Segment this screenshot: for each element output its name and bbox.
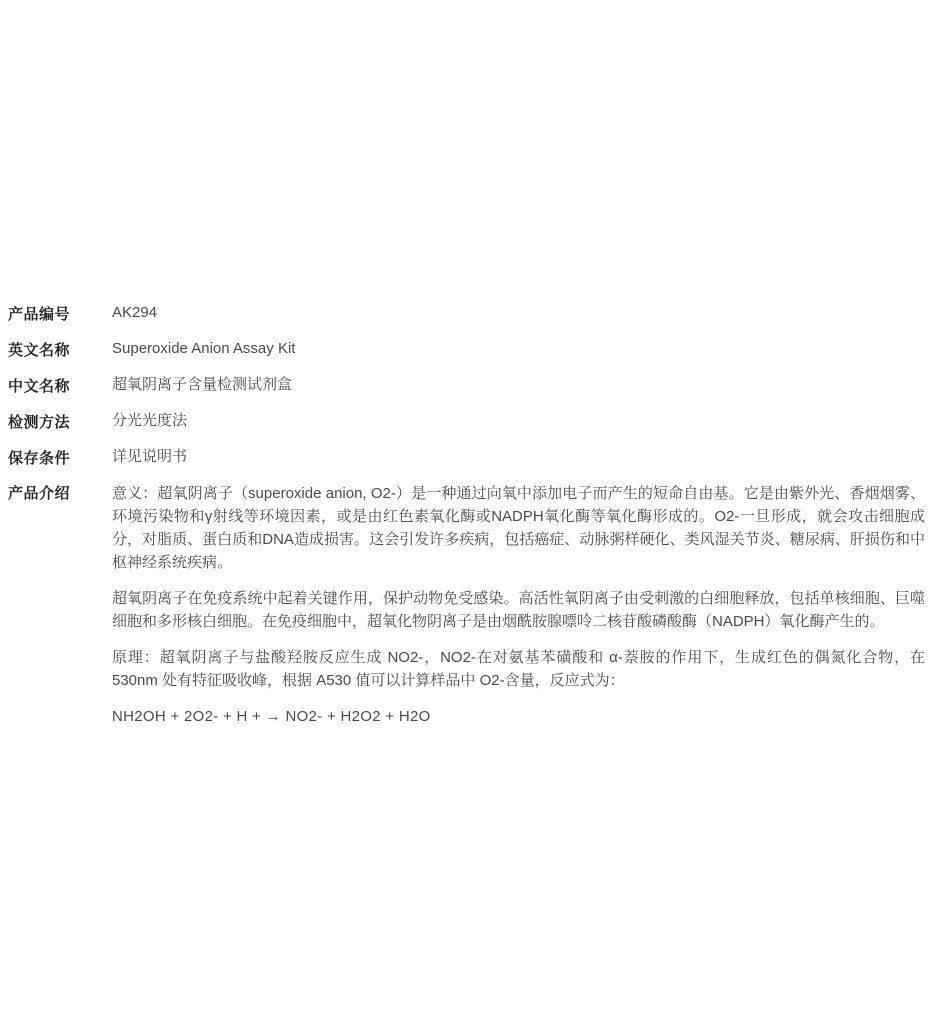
spec-row-english-name xyxy=(0,331,935,367)
product-intro-label: 产品介绍 xyxy=(8,485,71,502)
product-number-label: 产品编号 xyxy=(8,305,71,323)
spec-row-chinese-name xyxy=(0,367,935,403)
chinese-name-value: 超氧阴离子含量检测试剂盒 xyxy=(112,376,293,393)
detection-method-value: 分光光度法 xyxy=(112,412,188,429)
intro-paragraph-immune-role: 超氧阴离子在免疫系统中起着关键作用，保护动物免受感染。高活性氧阴离子由受刺激的白细胞释放，包括单核细胞、巨噬细胞和多形核白细胞。在免疫细胞中，超氧化物阴离子是由烟酰胺腺嘌呤二核苷酸磷酸酶（NADPH）氧化酶产生的。 xyxy=(112,590,925,630)
english-name-value: Superoxide Anion Assay Kit xyxy=(112,340,296,357)
product-intro-body xyxy=(112,475,925,728)
intro-paragraph-significance: 意义：超氧阴离子（superoxide anion, O2-）是一种通过向氧中添加电子而产生的短命自由基。它是由紫外光、香烟烟雾、环境污染物和γ射线等环境因素，或是由红色素氧化酶或NADPH氧化酶等氧化酶形成的。O2-一旦形成，就会攻击细胞成分，对脂质、蛋白质和DNA造成损害。这会引发许多疾病，包括癌症、动脉粥样硬化、类风湿关节炎、糖尿病、肝损伤和中枢神经系统疾病。 xyxy=(112,485,925,571)
product-number-value: AK294 xyxy=(112,304,158,321)
intro-paragraph-principle: 原理：超氧阴离子与盐酸羟胺反应生成 NO2-，NO2-在对氨基苯磺酸和 α-萘胺的作用下，生成红色的偶氮化合物，在 530nm 处有特征吸收峰，根据 A530 值可以计算样品中 O2-含量，反应式为： xyxy=(112,649,925,689)
product-spec-sheet xyxy=(0,295,935,728)
english-name-label: 英文名称 xyxy=(8,341,71,359)
reaction-formula: NH2OH + 2O2- + H + → NO2- + H2O2 + H2O xyxy=(112,708,431,725)
storage-condition-label: 保存条件 xyxy=(8,449,71,467)
spec-row-storage-condition xyxy=(0,439,935,475)
detection-method-label: 检测方法 xyxy=(8,413,71,431)
storage-condition-value: 详见说明书 xyxy=(112,448,188,465)
spec-row-product-number xyxy=(0,295,935,331)
spec-row-detection-method xyxy=(0,403,935,439)
spec-row-product-intro xyxy=(0,475,935,728)
chinese-name-label: 中文名称 xyxy=(8,377,71,395)
